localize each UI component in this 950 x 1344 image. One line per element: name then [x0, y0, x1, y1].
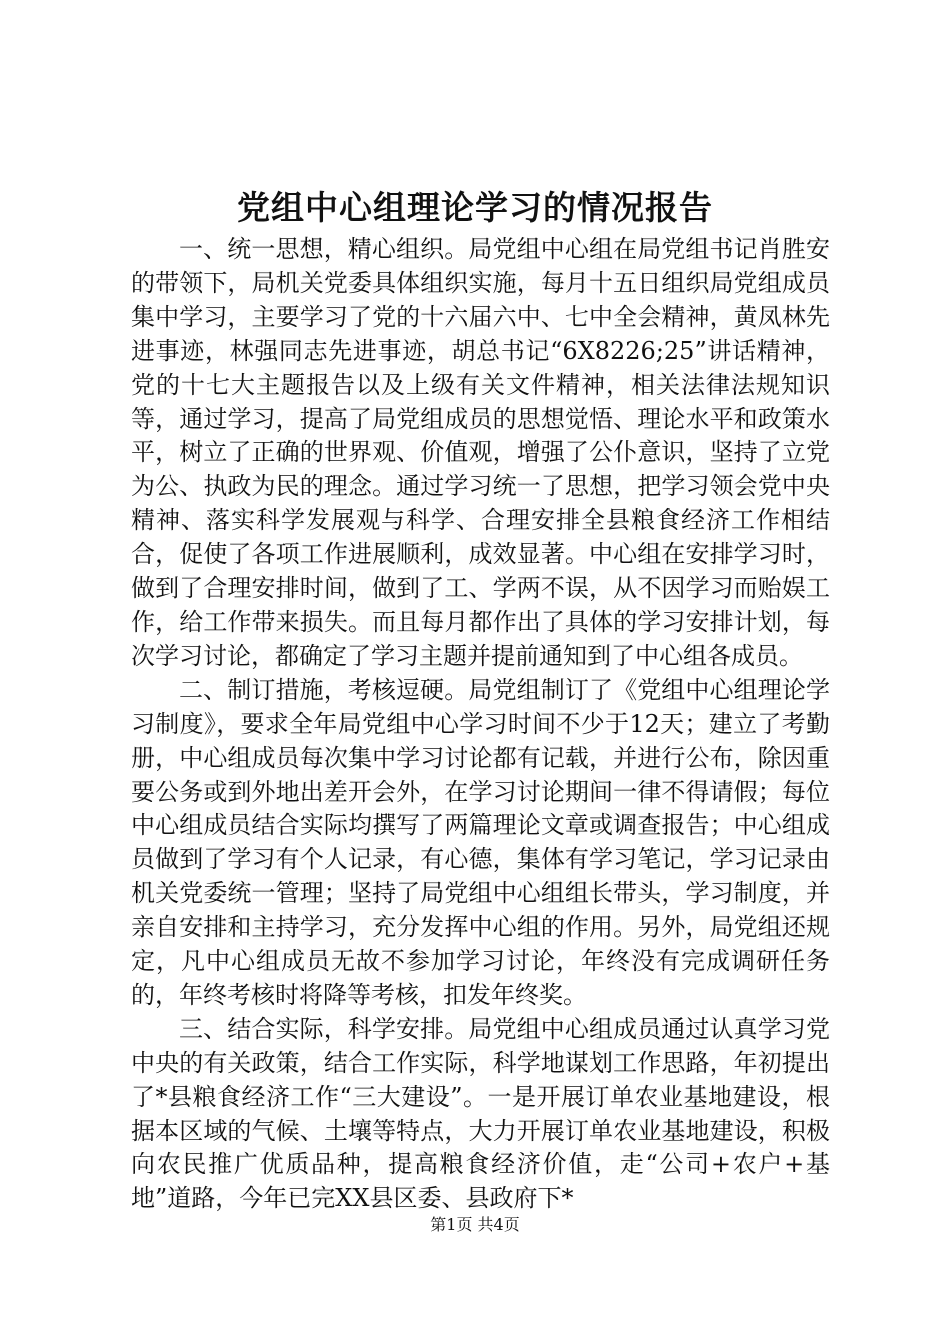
page-number-footer: 第1页 共4页: [430, 1215, 520, 1234]
document-title: 党组中心组理论学习的情况报告: [237, 188, 713, 227]
paragraph-3: 三、结合实际，科学安排。局党组中心组成员通过认真学习党中央的有关政策，结合工作实际，科学地谋划工作思路，年初提出了*县粮食经济工作“三大建设”。一是开展订单农业基地建设，根据本区域的气候、土壤等特点，大力开展订单农业基地建设，积极向农民推广优质品种，提高粮食经济价值，走“公司+农户+基地”道路，今年已完XX县区委、县政府下*: [131, 1014, 830, 1213]
document-body: [131, 233, 830, 1216]
paragraph-1: 一、统一思想，精心组织。局党组中心组在局党组书记肖胜安的带领下，局机关党委具体组织实施，每月十五日组织局党组成员集中学习，主要学习了党的十六届六中、七中全会精神，黄凤林先进事迹，林强同志先进事迹，胡总书记“6X8226;25”讲话精神，党的十七大主题报告以及上级有关文件精神，相关法律法规知识等，通过学习，提高了局党组成员的思想觉悟、理论水平和政策水平，树立了正确的世界观、价值观，增强了公仆意识，坚持了立党为公、执政为民的理念。通过学习统一了思想，把学习领会党中央精神、落实科学发展观与科学、合理安排全县粮食经济工作相结合，促使了各项工作进展顺利，成效显著。中心组在安排学习时，做到了合理安排时间，做到了工、学两不误，从不因学习而贻娱工作，给工作带来损失。而且每月都作出了具体的学习安排计划，每次学习讨论，都确定了学习主题并提前通知到了中心组各成员。: [131, 235, 830, 670]
paragraph-2: 二、制订措施，考核逗硬。局党组制订了《党组中心组理论学习制度》，要求全年局党组中心学习时间不少于12天；建立了考勤册，中心组成员每次集中学习讨论都有记载，并进行公布，除因重要公务或到外地出差开会外，在学习讨论期间一律不得请假；每位中心组成员结合实际均撰写了两篇理论文章或调查报告；中心组成员做到了学习有个人记录，有心德，集体有学习笔记，学习记录由机关党委统一管理；坚持了局党组中心组组长带头，学习制度，并亲自安排和主持学习，充分发挥中心组的作用。另外，局党组还规定，凡中心组成员无故不参加学习讨论，年终没有完成调研任务的，年终考核时将降等考核，扣发年终奖。: [131, 675, 830, 1009]
